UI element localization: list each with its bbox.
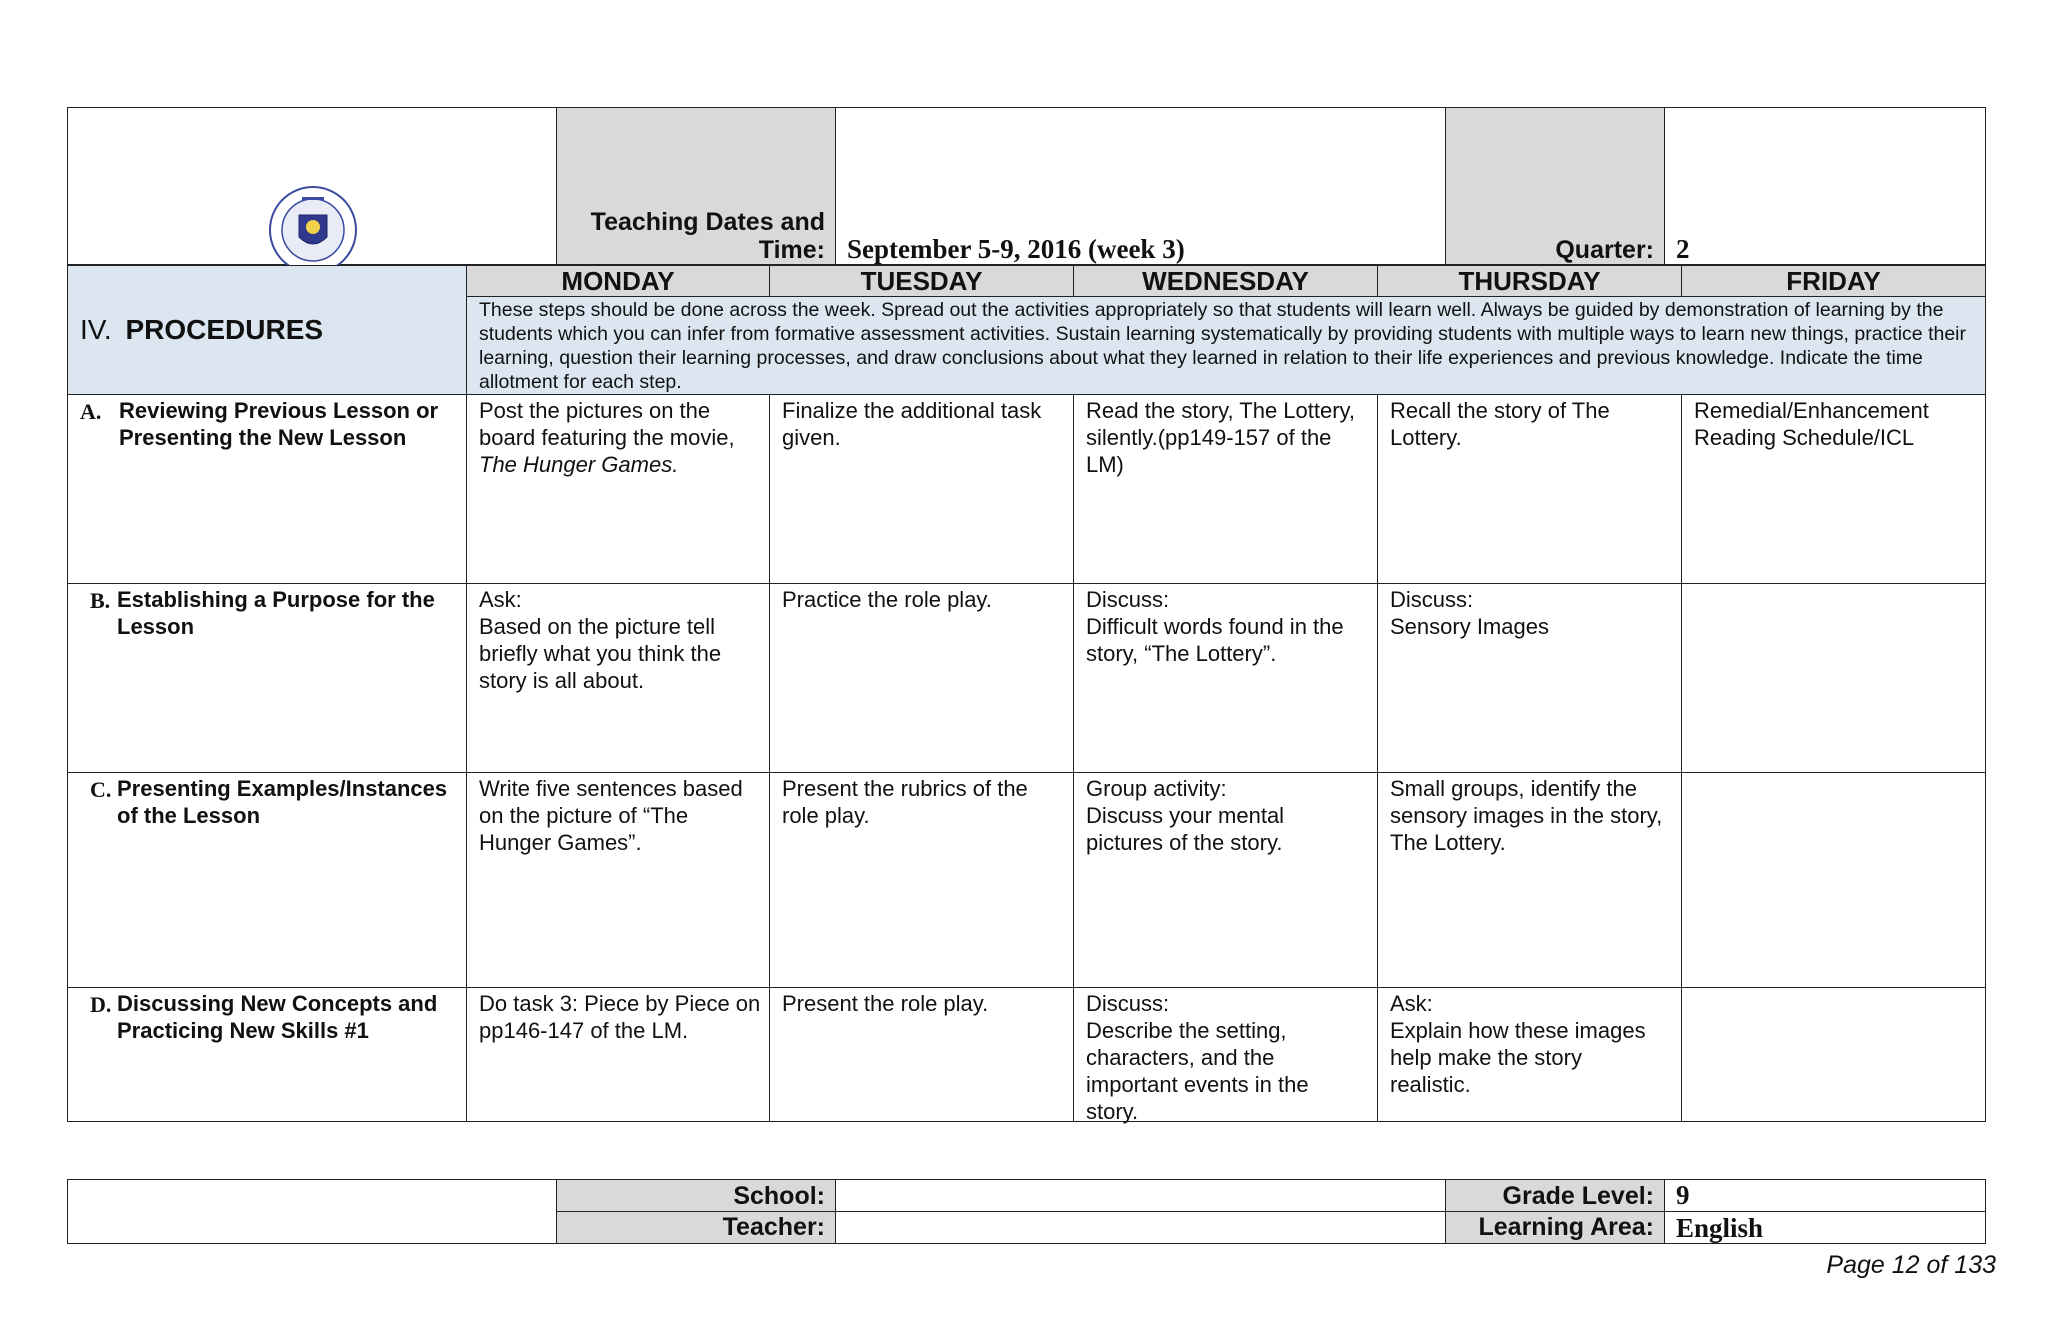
- row-b-letter: B.: [90, 588, 111, 613]
- row-a-tuesday-text: Finalize the additional task given.: [782, 398, 1042, 450]
- row-a-wednesday: [1073, 394, 1378, 584]
- row-d-wednesday: [1073, 987, 1378, 1122]
- teacher-label-cell: [556, 1211, 836, 1244]
- row-a-tuesday: [769, 394, 1074, 584]
- row-b-thursday: [1377, 583, 1682, 773]
- row-d-thursday: [1377, 987, 1682, 1122]
- row-c-thursday: [1377, 772, 1682, 988]
- teaching-dates-value: September 5-9, 2016 (week 3): [847, 234, 1185, 264]
- row-b-tuesday: [769, 583, 1074, 773]
- school-label: School:: [733, 1182, 825, 1210]
- row-d-wednesday-text: Discuss: Describe the setting, characters, and the important events in the story.: [1086, 991, 1309, 1124]
- deped-seal-logo: [268, 185, 358, 265]
- grade-level-value: 9: [1676, 1180, 1690, 1210]
- teaching-dates-value-cell: [835, 107, 1446, 265]
- row-b-friday: [1681, 583, 1986, 773]
- quarter-label: Quarter:: [1555, 236, 1654, 264]
- row-a-thursday-text: Recall the story of The Lottery.: [1390, 398, 1610, 450]
- procedures-heading: [80, 314, 323, 346]
- teaching-dates-label: Teaching Dates and: [590, 208, 825, 236]
- row-d-tuesday-text: Present the role play.: [782, 991, 989, 1016]
- row-b-thursday-text: Discuss: Sensory Images: [1390, 587, 1549, 639]
- row-c-thursday-text: Small groups, identify the sensory images in the story, The Lottery.: [1390, 776, 1663, 855]
- procedures-numeral: IV.: [80, 314, 112, 345]
- learning-area-value: English: [1676, 1213, 1764, 1243]
- row-c-letter: C.: [90, 777, 112, 802]
- row-a-wednesday-text: Read the story, The Lottery, silently.(pp149-157 of the LM): [1086, 398, 1356, 477]
- row-b-wednesday: [1073, 583, 1378, 773]
- row-d-label-cell: [67, 987, 467, 1122]
- row-b-wednesday-text: Discuss: Difficult words found in the story, “The Lottery”.: [1086, 587, 1344, 666]
- day-header-tuesday: TUESDAY: [769, 265, 1074, 297]
- page-number: Page 12 of 133: [1826, 1251, 1996, 1279]
- row-c-monday: [466, 772, 770, 988]
- row-a-letter: A.: [80, 399, 102, 424]
- school-value-cell: [835, 1179, 1446, 1212]
- row-c-label: Presenting Examples/Instances of the Lesson: [117, 776, 448, 828]
- procedures-instructions: These steps should be done across the week. Spread out the activities appropriately so that students will learn well. Always be guided by demonstration of learning by the students which you can infer from formative assessment activities. Sustain learning systematically by providing students with multiple ways to learn new things, practice their learning, question their learning processes, and draw conclusions about what they learned in relation to their life experiences and previous knowledge. Indicate the time allotment for each step.: [479, 299, 1966, 393]
- procedures-heading-cell: [67, 265, 467, 395]
- grade-level-label: Grade Level:: [1502, 1182, 1654, 1210]
- row-c-tuesday: [769, 772, 1074, 988]
- day-header-thursday: THURSDAY: [1377, 265, 1682, 297]
- row-a-monday-text: Post the pictures on the board featuring the movie,: [479, 398, 735, 450]
- procedures-title: PROCEDURES: [125, 314, 324, 345]
- row-b-tuesday-text: Practice the role play.: [782, 587, 992, 612]
- footer-blank-cell: [67, 1179, 557, 1244]
- row-c-wednesday: [1073, 772, 1378, 988]
- row-b-label-cell: [67, 583, 467, 773]
- learning-area-value-cell: [1664, 1211, 1986, 1244]
- row-a-monday-movie-title: The Hunger Games.: [479, 452, 679, 477]
- row-b-monday: [466, 583, 770, 773]
- row-a-label-cell: [67, 394, 467, 584]
- row-a-thursday: [1377, 394, 1682, 584]
- row-d-friday: [1681, 987, 1986, 1122]
- row-c-friday: [1681, 772, 1986, 988]
- row-d-label: Discussing New Concepts and Practicing New Skills #1: [117, 991, 438, 1043]
- row-c-tuesday-text: Present the rubrics of the role play.: [782, 776, 1028, 828]
- time-label: Time:: [758, 236, 825, 264]
- learning-area-label-cell: [1445, 1211, 1665, 1244]
- row-a-friday-text: Remedial/Enhancement Reading Schedule/ICL: [1694, 398, 1929, 450]
- grade-level-value-cell: [1664, 1179, 1986, 1212]
- row-b-label: Establishing a Purpose for the Lesson: [117, 587, 435, 639]
- row-a-friday: [1681, 394, 1986, 584]
- row-d-letter: D.: [90, 992, 112, 1017]
- teacher-value-cell: [835, 1211, 1446, 1244]
- school-label-cell: [556, 1179, 836, 1212]
- grade-level-label-cell: [1445, 1179, 1665, 1212]
- quarter-value: 2: [1676, 234, 1690, 264]
- row-d-monday: [466, 987, 770, 1122]
- learning-area-label: Learning Area:: [1478, 1213, 1654, 1241]
- day-header-friday: FRIDAY: [1681, 265, 1986, 297]
- row-b-monday-text: Ask: Based on the picture tell briefly what you think the story is all about.: [479, 587, 722, 693]
- row-d-tuesday: [769, 987, 1074, 1122]
- teaching-dates-label-cell: [556, 107, 836, 265]
- row-a-label: Reviewing Previous Lesson or Presenting the New Lesson: [119, 398, 439, 450]
- row-c-monday-text: Write five sentences based on the picture of “The Hunger Games”.: [479, 776, 743, 855]
- row-c-wednesday-text: Group activity: Discuss your mental pictures of the story.: [1086, 776, 1285, 855]
- teacher-label: Teacher:: [722, 1213, 825, 1241]
- quarter-value-cell: [1664, 107, 1986, 265]
- procedures-instructions-cell: [466, 296, 1986, 395]
- row-d-monday-text: Do task 3: Piece by Piece on pp146-147 of the LM.: [479, 991, 761, 1043]
- row-a-monday: [466, 394, 770, 584]
- day-header-monday: MONDAY: [466, 265, 770, 297]
- day-header-wednesday: WEDNESDAY: [1073, 265, 1378, 297]
- row-c-label-cell: [67, 772, 467, 988]
- quarter-label-cell: [1445, 107, 1665, 265]
- row-d-thursday-text: Ask: Explain how these images help make the story realistic.: [1390, 991, 1646, 1097]
